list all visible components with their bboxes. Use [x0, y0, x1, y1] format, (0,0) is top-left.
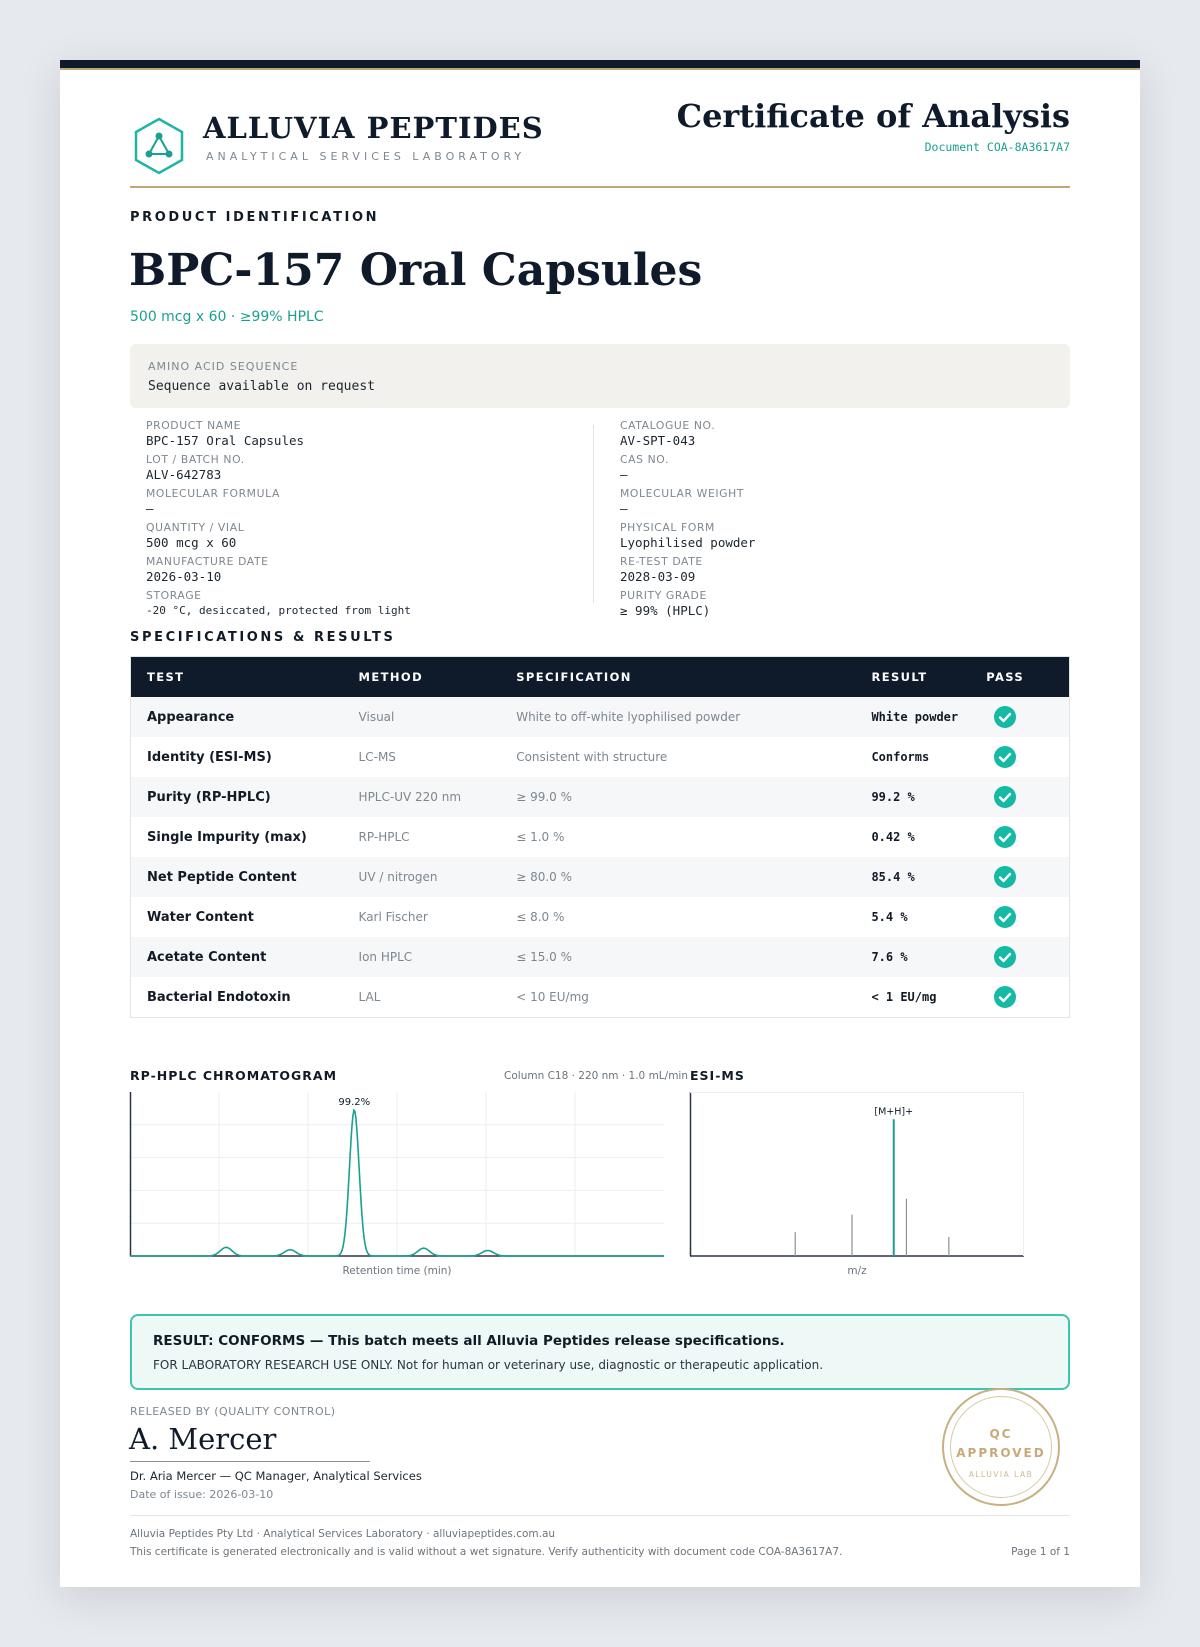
field-label: PURITY GRADE	[620, 589, 707, 602]
specifications-table	[130, 656, 1070, 1018]
signature-line	[130, 1461, 370, 1462]
specification-cell: ≥ 99.0 %	[516, 790, 573, 804]
field-purity-grade	[620, 586, 1020, 620]
table-row	[131, 937, 1069, 977]
stamp-line-3: ALLUVIA LAB	[968, 1470, 1034, 1479]
result-cell: 0.42 %	[871, 830, 915, 844]
method-cell: LC-MS	[358, 750, 396, 764]
result-cell: 7.6 %	[871, 950, 908, 964]
check-circle-icon	[994, 946, 1016, 968]
header-divider	[130, 186, 1070, 188]
column-header-method: METHOD	[358, 670, 424, 684]
field-molecular-weight	[620, 484, 1020, 518]
field-physical-form	[620, 518, 1020, 552]
sequence-label: AMINO ACID SEQUENCE	[148, 360, 299, 373]
field-label: RE-TEST DATE	[620, 555, 703, 568]
top-gold-line	[60, 68, 1140, 70]
product-title: BPC-157 Oral Capsules	[129, 245, 703, 296]
hplc-chart-title: RP-HPLC CHROMATOGRAM	[130, 1068, 338, 1083]
table-body	[131, 697, 1069, 1017]
footer-validity-note: This certificate is generated electronically and is valid without a wet signature. Verify authenticity with document code COA-8A3617A7.	[130, 1546, 843, 1558]
field-catalogue-number	[620, 416, 1020, 450]
specification-cell: Consistent with structure	[516, 750, 668, 764]
check-circle-icon	[994, 786, 1016, 808]
result-statement: RESULT: CONFORMS — This batch meets all Alluvia Peptides release specifications.	[153, 1333, 785, 1349]
field-label: LOT / BATCH NO.	[146, 453, 245, 466]
test-cell: Water Content	[147, 909, 254, 925]
field-retest-date	[620, 552, 1020, 586]
test-cell: Bacterial Endotoxin	[147, 989, 291, 1005]
field-label: MOLECULAR WEIGHT	[620, 487, 745, 500]
field-value: —	[620, 467, 628, 482]
method-cell: RP-HPLC	[358, 830, 410, 844]
test-cell: Net Peptide Content	[147, 869, 297, 885]
result-cell: 85.4 %	[871, 870, 915, 884]
method-cell: LAL	[358, 990, 381, 1004]
check-circle-icon	[994, 866, 1016, 888]
field-value: 500 mcg x 60	[146, 535, 237, 550]
check-circle-icon	[994, 986, 1016, 1008]
test-cell: Acetate Content	[147, 949, 267, 965]
esims-spectrum	[690, 1092, 1024, 1257]
pass-cell	[986, 786, 1069, 808]
product-fields-left	[146, 416, 546, 620]
test-cell: Identity (ESI-MS)	[147, 749, 272, 765]
method-cell: Ion HPLC	[358, 950, 413, 964]
field-value: —	[620, 501, 628, 516]
stamp-line-2: APPROVED	[956, 1446, 1046, 1460]
table-row	[131, 777, 1069, 817]
result-cell: White powder	[871, 710, 959, 724]
product-fields-right	[620, 416, 1020, 620]
top-accent-bar	[60, 60, 1140, 68]
ms-peak-label: [M+H]+	[874, 1106, 914, 1118]
field-molecular-formula	[146, 484, 546, 518]
field-value: —	[146, 501, 154, 516]
check-circle-icon	[994, 826, 1016, 848]
result-conforms-box	[130, 1314, 1070, 1390]
brand-subtitle: ANALYTICAL SERVICES LABORATORY	[206, 150, 526, 163]
table-row	[131, 897, 1069, 937]
footer-company: Alluvia Peptides Pty Ltd · Analytical Services Laboratory · alluviapeptides.com.au	[130, 1528, 556, 1540]
pass-cell	[986, 706, 1069, 728]
pass-cell	[986, 746, 1069, 768]
check-circle-icon	[994, 706, 1016, 728]
fields-divider	[593, 425, 594, 603]
specification-cell: ≤ 15.0 %	[516, 950, 573, 964]
document-code: Document COA-8A3617A7	[924, 140, 1070, 154]
check-circle-icon	[994, 746, 1016, 768]
sequence-box	[130, 344, 1070, 408]
check-circle-icon	[994, 906, 1016, 928]
field-cas-number	[620, 450, 1020, 484]
table-row	[131, 857, 1069, 897]
field-value: ≥ 99% (HPLC)	[620, 603, 711, 618]
field-product-name	[146, 416, 546, 450]
peak-label: 99.2%	[338, 1096, 371, 1108]
brand-name: ALLUVIA PEPTIDES	[203, 111, 544, 145]
table-row	[131, 817, 1069, 857]
product-section-label: PRODUCT IDENTIFICATION	[130, 210, 380, 225]
result-cell: 99.2 %	[871, 790, 915, 804]
column-header-specification: SPECIFICATION	[516, 670, 632, 684]
field-label: PRODUCT NAME	[146, 419, 242, 432]
signature: A. Mercer	[129, 1422, 277, 1456]
product-subtitle: 500 mcg x 60 · ≥99% HPLC	[130, 309, 324, 325]
result-cell: < 1 EU/mg	[871, 990, 937, 1004]
research-use-note: FOR LABORATORY RESEARCH USE ONLY. Not for human or veterinary use, diagnostic or therapeutic application.	[153, 1358, 824, 1372]
table-row	[131, 977, 1069, 1017]
field-value: ALV-642783	[146, 467, 222, 482]
field-label: CAS NO.	[620, 453, 669, 466]
field-label: MOLECULAR FORMULA	[146, 487, 280, 500]
field-manufacture-date	[146, 552, 546, 586]
method-cell: Karl Fischer	[358, 910, 428, 924]
column-header-test: TEST	[147, 670, 185, 684]
hplc-chart-note: Column C18 · 220 nm · 1.0 mL/min	[504, 1070, 688, 1082]
document-title: Certificate of Analysis	[676, 97, 1070, 135]
field-value: BPC-157 Oral Capsules	[146, 433, 305, 448]
method-cell: Visual	[358, 710, 395, 724]
footer-divider	[130, 1515, 1070, 1516]
field-value: 2028-03-09	[620, 569, 696, 584]
column-header-pass: PASS	[986, 670, 1025, 684]
field-label: MANUFACTURE DATE	[146, 555, 269, 568]
hplc-x-axis-label: Retention time (min)	[342, 1265, 452, 1277]
specification-cell: White to off-white lyophilised powder	[516, 710, 741, 724]
field-label: STORAGE	[146, 589, 202, 602]
test-cell: Single Impurity (max)	[147, 829, 307, 845]
specification-cell: ≤ 8.0 %	[516, 910, 565, 924]
pass-cell	[986, 826, 1069, 848]
pass-cell	[986, 906, 1069, 928]
pass-cell	[986, 866, 1069, 888]
sequence-value: Sequence available on request	[148, 379, 375, 394]
table-row	[131, 697, 1069, 737]
field-value: 2026-03-10	[146, 569, 222, 584]
specification-cell: ≥ 80.0 %	[516, 870, 573, 884]
field-value: AV-SPT-043	[620, 433, 696, 448]
pass-cell	[986, 986, 1069, 1008]
page-number: Page 1 of 1	[1011, 1546, 1070, 1558]
stamp-line-1: QC	[989, 1427, 1013, 1441]
field-label: QUANTITY / VIAL	[146, 521, 245, 534]
field-value: -20 °C, desiccated, protected from light	[146, 604, 411, 617]
result-cell: Conforms	[871, 750, 930, 764]
esims-chart-title: ESI-MS	[690, 1068, 745, 1083]
test-cell: Purity (RP-HPLC)	[147, 789, 271, 805]
column-header-result: RESULT	[871, 670, 928, 684]
result-cell: 5.4 %	[871, 910, 908, 924]
hexagon-molecule-icon	[133, 117, 185, 175]
signatory-name: Dr. Aria Mercer — QC Manager, Analytical Services	[130, 1469, 422, 1483]
field-storage	[146, 586, 546, 620]
field-quantity	[146, 518, 546, 552]
certificate-page	[60, 60, 1140, 1587]
field-label: PHYSICAL FORM	[620, 521, 715, 534]
released-by-label: RELEASED BY (QUALITY CONTROL)	[130, 1405, 336, 1418]
method-cell: UV / nitrogen	[358, 870, 438, 884]
test-cell: Appearance	[147, 709, 235, 725]
field-lot-number	[146, 450, 546, 484]
specification-cell: < 10 EU/mg	[516, 990, 589, 1004]
hplc-chromatogram	[130, 1092, 664, 1257]
qc-approved-stamp	[942, 1388, 1060, 1506]
field-label: CATALOGUE NO.	[620, 419, 716, 432]
specification-cell: ≤ 1.0 %	[516, 830, 565, 844]
field-value: Lyophilised powder	[620, 535, 756, 550]
esims-x-axis-label: m/z	[847, 1265, 867, 1277]
pass-cell	[986, 946, 1069, 968]
issue-date: Date of issue: 2026-03-10	[130, 1488, 274, 1501]
specs-section-label: SPECIFICATIONS & RESULTS	[130, 630, 396, 645]
method-cell: HPLC-UV 220 nm	[358, 790, 462, 804]
table-header	[131, 657, 1069, 697]
table-row	[131, 737, 1069, 777]
